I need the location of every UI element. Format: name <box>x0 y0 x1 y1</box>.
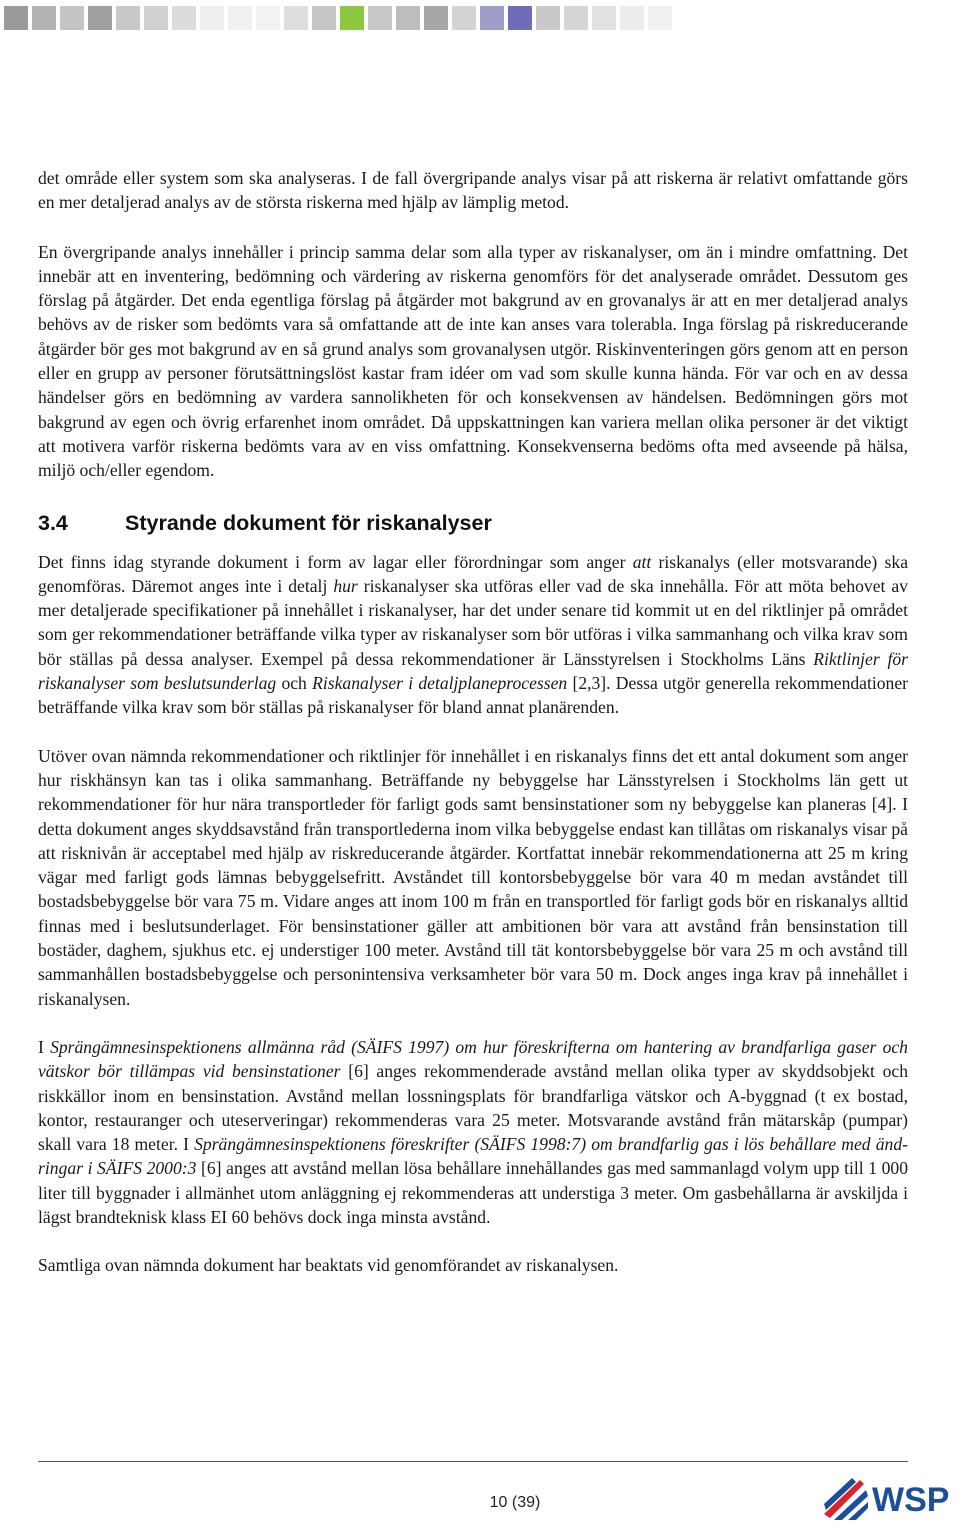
page-number: 10 (39) <box>489 1494 541 1511</box>
text-run: riskanalys (eller motsvarande) ska genomföras. Däremot anges inte i detalj <box>38 551 909 596</box>
paragraph: Utöver ovan nämnda rekommendationer och riktlinjer för innehållet i en riskanalys finns det ett antal dokument som anger hur riskhänsyn kan tas i olika sammanhang. Beträffande ny bebyggelse har Länsstyrelsen i Stockholms län gett ut rekommendationer för hur nära transportleder för farligt gods samt bensinstationer som ny bebyggelse kan planeras [4]. I detta dokument anges skyddsavstånd från transportlederna inom vilka bebyggelse endast kan tillåtas om riskanalys visar på att risknivån är acceptabel med hjälp av riskreducerande åtgärder. Kortfattat innebär rekommendationerna att 25 m kring vägar med farligt gods lämnas bebyggelsefritt. Avståndet till kontorsbebyggelse bör vara 40 m medan avståndet till bostadsbebyggelse bör vara 75 m. Vidare anges att inom 100 m från en transportled för farligt gods bör en riskanalys alltid finnas med i beslutsunderlaget. För bensinstationer gäller att ambitionen bör vara att avstånd från bensinstation till bostäder, daghem, sjukhus etc. ej understiger 100 meter. Avstånd till tät kontorsbebyggelse bör vara 25 m och avstånd till sammanhållen bostadsbebyggelse och personintensiva verksamheter bör vara 50 m. Dock anges inga krav på innehållet i riskanalysen. <box>38 745 908 1009</box>
text-run: I <box>38 1036 51 1057</box>
color-square <box>4 6 28 30</box>
paragraph: En övergripande analys innehåller i princip samma delar som alla typer av riskanalyser, om än i mindre omfattning. Det innebär att en inventering, bedömning och värdering av riskerna genomförs för det analyserade området. Dessutom ges förslag på åtgärder. Det enda egentliga förslag på åtgärder mot bakgrund av en grovanalys är att en mer detaljerad analys behövs av de risker som bedömts vara så omfattande att de inte kan anses vara tolerabla. Inga förslag på riskreducerande åtgärder bör ges mot bakgrund av en så grund analys som grovanalysen utgör. Riskinventeringen görs genom att en person eller en grupp av personer förutsättningslöst kastar fram idéer om vad som skulle kunna hända. För var och en av dessa händelser görs en bedömning av vardera sannolikheten för och konsekvensen av händelsen. Bedömningen görs mot bakgrund av egen och övrig erfarenhet inom området. Då uppskattningen kan variera mellan olika personer är det viktigt att motivera varför riskerna bedömts vara av en viss omfattning. Konsekvenserna bedöms ofta med avseende på hälsa, miljö och/eller egendom. <box>38 241 908 481</box>
color-strip <box>4 6 672 30</box>
color-square <box>116 6 140 30</box>
color-square <box>648 6 672 30</box>
logo-wordmark: WSP <box>872 1481 950 1519</box>
color-square <box>144 6 168 30</box>
text-run: [6] anges rekommenderade avstånd mellan olika typer av skyddsobjekt och riskkällor inom en bensinstation. Avstånd mellan lossningsplats för brandfarliga vätskor och A-byggnad (t ex bostad, kontor, restauranger och uteserveringar) rekommenderas vara 25 meter. Motsvarande avstånd från mätarskåp (pumpar) skall vara 18 meter. I <box>38 1061 908 1155</box>
color-square <box>228 6 252 30</box>
wsp-logo <box>822 1474 958 1522</box>
text-run: [6] anges att avstånd mellan lösa behållare innehållandes gas med sammanlagd volym upp till 1 000 liter till byggnader i allmänhet utom anläggning ej rekommenderas att understiga 3 meter. Om gasbehållarna är avskiljda i lägst brandteknisk klass EI 60 behövs dock inga minsta avstånd. <box>38 1158 908 1227</box>
italic-run: hur <box>333 575 358 596</box>
italic-run: Sprängämnesinspektionens allmänna råd (SÄIFS 1997) om hur föreskrifterna om hantering av brandfarliga gaser och vätskor bör tillämpas vid bensinstationer <box>38 1036 908 1082</box>
color-square <box>284 6 308 30</box>
color-square <box>368 6 392 30</box>
italic-run: Sprängämnesinspektionens föreskrifter (SÄIFS 1998:7) om brandfarlig gas i lös behållare med ändringar i SÄIFS 2000:3 <box>38 1134 908 1179</box>
section-number: 3.4 <box>38 510 68 535</box>
text-run: riskanalyser ska utföras eller vad de ska innehålla. För att möta behovet av mer detaljerade specifikationer på innehållet i riskanalyser, har det under senare tid kommit ut en del riktlinjer på området som ger rekommendationer beträffande vilka typer av riskanalyser som bör utföras i vilka sammanhang och vilka krav som bör ställas på dessa analyser. Exempel på dessa rekommendationer är Länsstyrelsen i Stockholms Läns <box>38 575 908 669</box>
color-square <box>340 6 364 30</box>
color-square <box>508 6 532 30</box>
section-heading <box>38 511 908 536</box>
text-run: [2,3]. Dessa utgör generella rekommendationer beträffande vilka krav som bör ställas på riskanalyser för bland annat planärenden. <box>38 673 909 718</box>
color-square <box>312 6 336 30</box>
color-square <box>620 6 644 30</box>
color-square <box>256 6 280 30</box>
color-square <box>480 6 504 30</box>
color-square <box>452 6 476 30</box>
italic-run: Riskanalyser i detaljplaneprocessen <box>312 673 568 694</box>
page-content <box>38 166 908 1278</box>
color-square <box>60 6 84 30</box>
section-title: Styrande dokument för riskanalyser <box>125 510 492 535</box>
color-square <box>564 6 588 30</box>
color-square <box>200 6 224 30</box>
text-run: Det finns idag styrande dokument i form av lagar eller förordningar som anger <box>38 551 633 572</box>
color-square <box>424 6 448 30</box>
color-square <box>32 6 56 30</box>
footer-divider <box>38 1461 908 1462</box>
paragraph <box>38 1035 908 1229</box>
italic-run: Riktlinjer för riskanalyser som beslutsunderlag <box>38 648 908 694</box>
color-square <box>88 6 112 30</box>
paragraph <box>38 550 908 720</box>
color-square <box>396 6 420 30</box>
color-square <box>172 6 196 30</box>
color-square <box>592 6 616 30</box>
paragraph: Samtliga ovan nämnda dokument har beaktats vid genomförandet av riskanalysen. <box>38 1255 619 1276</box>
text-run: och <box>276 673 313 694</box>
italic-run: att <box>632 551 652 572</box>
color-square <box>536 6 560 30</box>
paragraph: det område eller system som ska analyseras. I de fall övergripande analys visar på att riskerna är relativt omfattande görs en mer detaljerad analys av de största riskerna med hjälp av lämplig metod. <box>38 168 908 213</box>
logo-mark-icon <box>824 1478 868 1520</box>
